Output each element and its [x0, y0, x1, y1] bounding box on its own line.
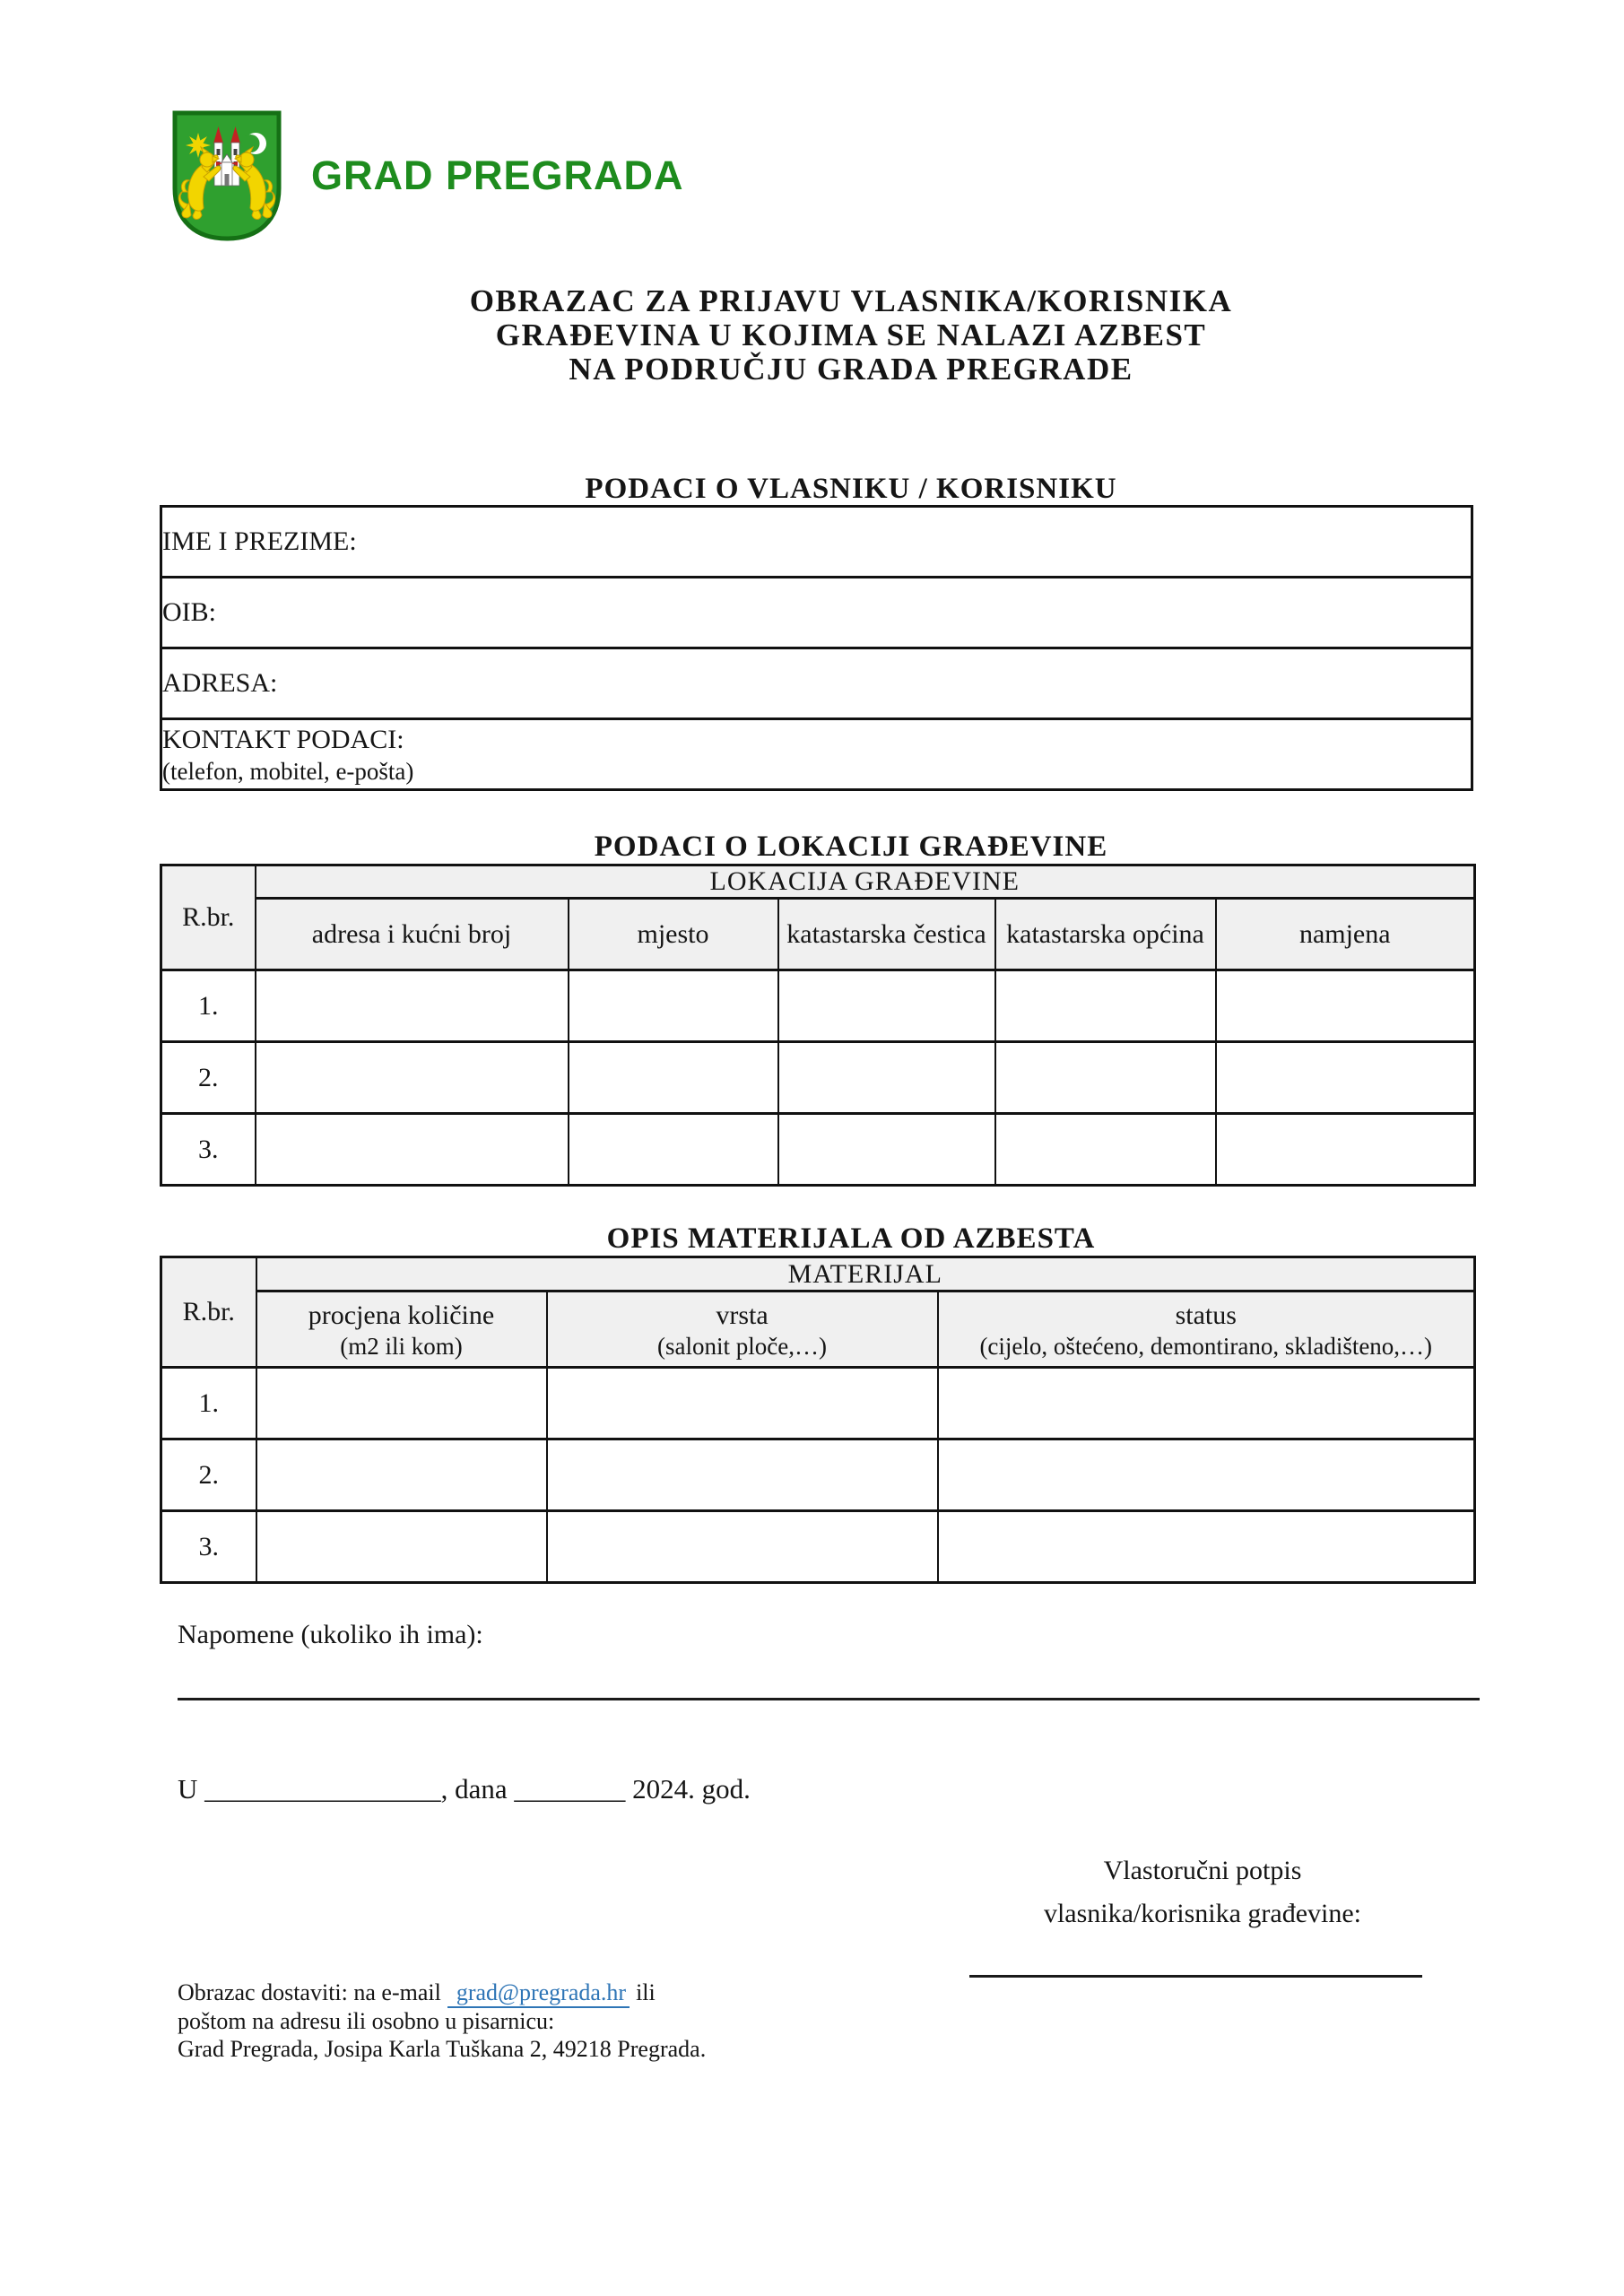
footer-note	[178, 1979, 706, 2064]
field-kontakt-podaci	[161, 719, 1472, 790]
input-cell	[256, 1439, 547, 1511]
table-header-row	[161, 865, 1475, 899]
city-coat-of-arms-icon	[171, 109, 282, 242]
owner-table	[160, 505, 1473, 791]
input-cell	[1216, 1042, 1475, 1114]
row-number-cell: 2.	[161, 1042, 256, 1114]
form-title	[160, 284, 1542, 387]
group-header: LOKACIJA GRAĐEVINE	[256, 865, 1475, 899]
location-table	[160, 864, 1476, 1187]
material-section-heading: OPIS MATERIJALA OD AZBESTA	[606, 1222, 1096, 1255]
field-adresa	[161, 648, 1472, 719]
signature-caption-line2: vlasnika/korisnika građevine:	[1043, 1899, 1362, 1928]
input-cell	[547, 1511, 938, 1583]
input-cell	[778, 1114, 995, 1186]
place-blank: _________________	[204, 1773, 441, 1805]
material-table	[160, 1256, 1476, 1584]
notes-writing-line	[178, 1698, 1480, 1700]
input-cell	[995, 1042, 1216, 1114]
table-row	[161, 970, 1475, 1042]
input-cell	[569, 1042, 778, 1114]
field-label: OIB:	[162, 597, 216, 627]
table-row	[161, 719, 1472, 790]
table-row	[161, 1439, 1475, 1511]
input-cell	[569, 1114, 778, 1186]
table-row	[161, 578, 1472, 648]
table-header-row	[161, 1257, 1475, 1292]
footer-line3: Grad Pregrada, Josipa Karla Tuškana 2, 49218 Pregrada.	[178, 2036, 707, 2062]
column-header-vrsta	[547, 1292, 938, 1368]
column-header-sublabel: (m2 ili kom)	[340, 1332, 463, 1360]
input-cell	[938, 1368, 1475, 1439]
table-header-row	[161, 1292, 1475, 1368]
footer-line1-text: Obrazac dostaviti: na e-mail	[178, 1979, 441, 2005]
owner-section-heading: PODACI O VLASNIKU / KORISNIKU	[585, 473, 1117, 505]
input-cell	[938, 1511, 1475, 1583]
input-cell	[778, 970, 995, 1042]
table-row	[161, 648, 1472, 719]
table-row	[161, 1368, 1475, 1439]
input-cell	[995, 970, 1216, 1042]
input-cell	[256, 1511, 547, 1583]
row-number-cell: 1.	[161, 1368, 256, 1439]
column-header-namjena: namjena	[1216, 899, 1475, 970]
footer-line1-text-after: ili	[636, 1979, 656, 2005]
row-number-header: R.br.	[161, 1257, 256, 1368]
column-header-mjesto: mjesto	[569, 899, 778, 970]
column-header-label: vrsta	[716, 1300, 769, 1330]
input-cell	[256, 1042, 569, 1114]
email-link[interactable]: grad@pregrada.hr	[447, 1979, 630, 2008]
place-date-line	[178, 1773, 751, 1805]
form-title-line2: GRAĐEVINA U KOJIMA SE NALAZI AZBEST	[495, 317, 1207, 352]
table-row	[161, 1042, 1475, 1114]
date-blank: ________	[514, 1773, 626, 1805]
field-oib	[161, 578, 1472, 648]
field-sublabel: (telefon, mobitel, e-pošta)	[162, 757, 414, 785]
field-ime-i-prezime	[161, 507, 1472, 578]
column-header-katastarska-cestica: katastarska čestica	[778, 899, 995, 970]
table-row	[161, 1114, 1475, 1186]
notes-label: Napomene (ukoliko ih ima):	[178, 1620, 483, 1649]
column-header-katastarska-opcina: katastarska općina	[995, 899, 1216, 970]
form-title-line1: OBRAZAC ZA PRIJAVU VLASNIKA/KORISNIKA	[469, 283, 1233, 318]
column-header-label: status	[1175, 1300, 1237, 1330]
input-cell	[1216, 970, 1475, 1042]
column-header-status	[938, 1292, 1475, 1368]
column-header-sublabel: (salonit ploče,…)	[657, 1332, 827, 1360]
column-header-label: procjena količine	[308, 1300, 495, 1330]
date-middle: , dana	[440, 1773, 508, 1805]
org-name-logo-text: GRAD PREGRADA	[311, 152, 684, 198]
table-row	[161, 507, 1472, 578]
row-number-cell: 1.	[161, 970, 256, 1042]
field-label: IME I PREZIME:	[162, 526, 357, 556]
column-header-sublabel: (cijelo, oštećeno, demontirano, skladišteno,…)	[979, 1332, 1433, 1360]
input-cell	[995, 1114, 1216, 1186]
row-number-header: R.br.	[161, 865, 256, 970]
input-cell	[547, 1439, 938, 1511]
row-number-cell: 3.	[161, 1114, 256, 1186]
form-title-line3: NA PODRUČJU GRADA PREGRADE	[569, 352, 1133, 387]
row-number-cell: 2.	[161, 1439, 256, 1511]
input-cell	[778, 1042, 995, 1114]
group-header: MATERIJAL	[256, 1257, 1475, 1292]
table-row	[161, 1511, 1475, 1583]
place-prefix: U	[178, 1773, 198, 1805]
footer-line1	[178, 1979, 706, 2007]
row-number-cell: 3.	[161, 1511, 256, 1583]
signature-caption	[934, 1849, 1472, 1935]
signature-caption-line1: Vlastoručni potpis	[1103, 1856, 1302, 1885]
input-cell	[547, 1368, 938, 1439]
footer-line2: poštom na adresu ili osobno u pisarnicu:	[178, 2007, 555, 2034]
table-header-row	[161, 899, 1475, 970]
input-cell	[569, 970, 778, 1042]
signature-line	[969, 1975, 1422, 1978]
column-header-procjena-kolicine	[256, 1292, 547, 1368]
input-cell	[256, 1368, 547, 1439]
field-label: KONTAKT PODACI:	[162, 724, 404, 754]
year-suffix: 2024. god.	[632, 1773, 751, 1805]
input-cell	[1216, 1114, 1475, 1186]
column-header-adresa: adresa i kućni broj	[256, 899, 569, 970]
input-cell	[938, 1439, 1475, 1511]
location-section-heading: PODACI O LOKACIJI GRAĐEVINE	[594, 831, 1108, 863]
field-label: ADRESA:	[162, 668, 278, 698]
input-cell	[256, 970, 569, 1042]
input-cell	[256, 1114, 569, 1186]
